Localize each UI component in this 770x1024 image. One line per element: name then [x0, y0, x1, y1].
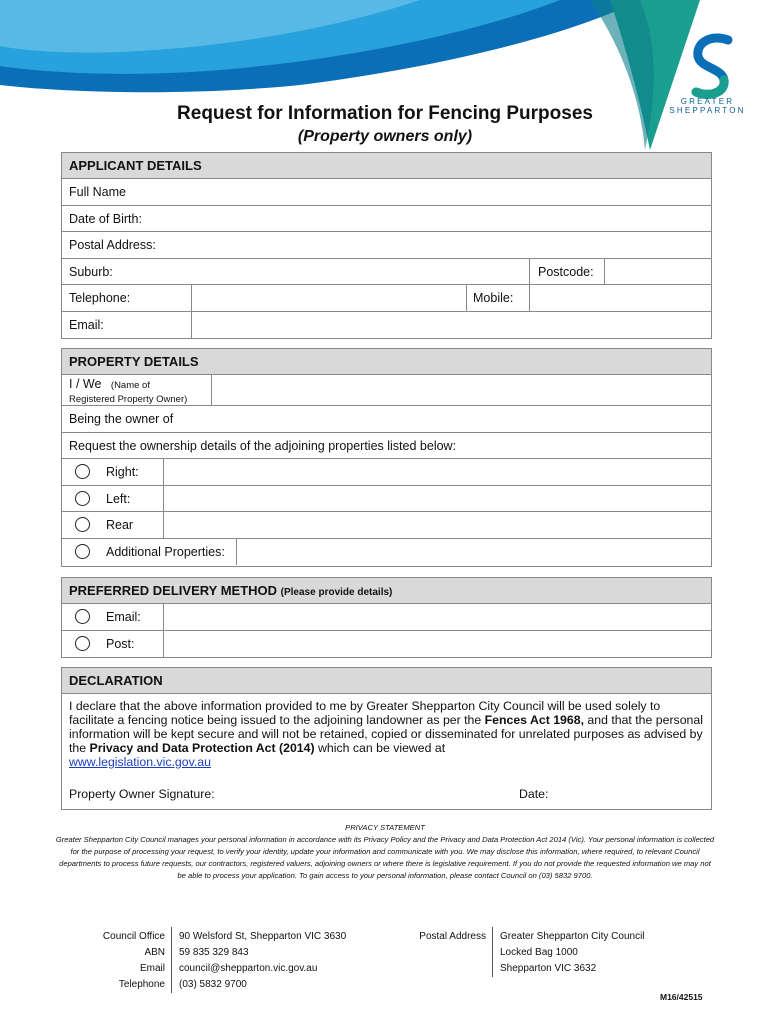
footer-postal-label: Postal Address [419, 931, 486, 942]
full-name-row [62, 179, 711, 206]
suburb-row [62, 259, 711, 286]
privacy-heading: PRIVACY STATEMENT [345, 823, 425, 832]
footer-values [179, 929, 409, 993]
declaration-text-2: and that the personal information will be kept secure and will not be retained, copied or disseminated for unrelated purposes as advised by the [69, 713, 703, 755]
telephone-field[interactable] [191, 285, 464, 311]
suburb-field[interactable] [202, 259, 531, 285]
legislation-link[interactable]: www.legislation.vic.gov.au [69, 755, 211, 769]
option-left-row [62, 486, 711, 513]
rear-radio[interactable] [75, 517, 90, 532]
dob-field[interactable] [202, 206, 711, 232]
additional-radio[interactable] [75, 544, 90, 559]
left-field[interactable] [163, 486, 711, 512]
request-text: Request the ownership details of the adjoining properties listed below: [69, 438, 457, 453]
postal-address-label: Postal Address: [69, 238, 156, 252]
owner-name-field[interactable] [211, 375, 711, 405]
request-text-row [62, 433, 711, 460]
email-row [62, 312, 711, 339]
additional-label: Additional Properties: [106, 544, 225, 559]
email-label: Email: [69, 317, 104, 332]
page-title: Request for Information for Fencing Purposes [177, 103, 593, 124]
signature-label: Property Owner Signature: [69, 787, 215, 801]
owner-name-label [69, 378, 187, 406]
footer-postal-line-3: Shepparton VIC 3632 [500, 963, 597, 974]
footer-label-telephone: Telephone [118, 979, 165, 990]
footer-postal-lines [500, 929, 720, 977]
delivery-email-radio[interactable] [75, 609, 90, 624]
right-label: Right: [106, 465, 139, 479]
postcode-label-cell [529, 259, 602, 285]
privacy-text: Greater Shepparton City Council manages your personal information in accordance with its Privacy Policy and the Privacy and Data Protection Act 2014 (Vic). Your personal information is collected for the purpose of processing your request, to verify your identity, update your information and communicate with you. We may disclose this information, where required, to relevant Council departments to process future requests, our contractors, registered valuers, adjoining owners or where there is legislative requirement. If you do not provide the requested information we may not be able to process your application. To gain access to your personal information, please contact Council on (03) 5832 9700. [55, 835, 715, 880]
option-right-row [62, 459, 711, 486]
mobile-label: Mobile: [473, 291, 514, 305]
i-we-note: (Name of [110, 380, 150, 391]
left-radio[interactable] [75, 491, 90, 506]
footer-telephone: (03) 5832 9700 [179, 979, 247, 990]
delivery-email-field[interactable] [163, 604, 711, 630]
privacy-statement [55, 822, 715, 882]
postcode-label: Postcode: [538, 264, 594, 279]
logo-line-2: SHEPPARTON [669, 106, 746, 115]
owner-name-row [62, 375, 711, 406]
being-owner-row [62, 406, 711, 433]
applicant-details-section [61, 152, 712, 339]
delivery-email-row [62, 604, 711, 631]
declaration-heading: DECLARATION [62, 668, 711, 694]
delivery-method-heading [62, 578, 711, 604]
footer-email[interactable]: council@shepparton.vic.gov.au [179, 963, 318, 974]
delivery-post-row [62, 631, 711, 658]
footer-label-council-office: Council Office [102, 931, 165, 942]
date-label: Date: [519, 787, 549, 801]
mobile-label-cell [466, 285, 528, 311]
additional-field[interactable] [236, 539, 711, 566]
declaration-text-3: which can be viewed at [314, 741, 446, 755]
suburb-label: Suburb: [69, 264, 113, 279]
footer-divider-1 [171, 927, 172, 993]
property-details-section [61, 348, 712, 567]
declaration-section [61, 667, 712, 810]
delivery-heading-note: (Please provide details) [280, 587, 393, 598]
property-details-heading: PROPERTY DETAILS [62, 349, 711, 375]
declaration-text-1: I declare that the above information provided to me by Greater Shepparton City Council will be used solely to facilitate a fencing notice being issued to the adjoining landowner as per the [69, 699, 661, 727]
delivery-post-field[interactable] [163, 631, 711, 658]
page-subtitle: (Property owners only) [297, 128, 473, 145]
dob-label: Date of Birth: [69, 211, 142, 226]
full-name-label: Full Name [69, 185, 126, 199]
privacy-act: Privacy and Data Protection Act (2014) [89, 741, 315, 755]
declaration-text [62, 694, 711, 769]
delivery-post-radio[interactable] [75, 636, 90, 651]
fences-act: Fences Act 1968, [484, 713, 584, 727]
delivery-heading-text: PREFERRED DELIVERY METHOD [69, 583, 278, 598]
option-rear-row [62, 512, 711, 539]
postal-address-row [62, 232, 711, 259]
delivery-email-label: Email: [106, 610, 141, 624]
right-radio[interactable] [75, 464, 90, 479]
delivery-post-label: Post: [106, 636, 135, 651]
postcode-field[interactable] [604, 259, 711, 285]
footer-label-abn: ABN [144, 947, 165, 958]
form-code: M16/42515 [660, 992, 703, 1002]
left-label: Left: [106, 491, 131, 506]
footer-label-email: Email [139, 963, 165, 974]
rear-field[interactable] [163, 512, 711, 538]
footer-postal-line-1: Greater Shepparton City Council [500, 931, 645, 942]
footer-divider-2 [492, 927, 493, 977]
telephone-label: Telephone: [69, 291, 131, 305]
right-field[interactable] [163, 459, 711, 485]
being-owner-label: Being the owner of [69, 412, 174, 426]
email-field[interactable] [191, 312, 711, 339]
rear-label: Rear [106, 518, 134, 532]
being-owner-field[interactable] [211, 406, 711, 432]
i-we-label: I / We [69, 377, 102, 391]
logo-line-1: GREATER [680, 97, 735, 106]
footer-labels [80, 929, 165, 993]
footer-address: 90 Welsford St, Shepparton VIC 3630 [179, 931, 347, 942]
option-additional-row [62, 539, 711, 566]
postal-address-field[interactable] [202, 232, 711, 258]
mobile-field[interactable] [529, 285, 711, 311]
applicant-details-heading: APPLICANT DETAILS [62, 153, 711, 179]
footer-postal-line-2: Locked Bag 1000 [500, 947, 578, 958]
delivery-method-section [61, 577, 712, 658]
footer-abn: 59 835 329 843 [179, 947, 249, 958]
i-we-note-2: Registered Property Owner) [69, 394, 188, 405]
full-name-field[interactable] [62, 179, 711, 205]
telephone-row [62, 285, 711, 312]
dob-row [62, 206, 711, 233]
